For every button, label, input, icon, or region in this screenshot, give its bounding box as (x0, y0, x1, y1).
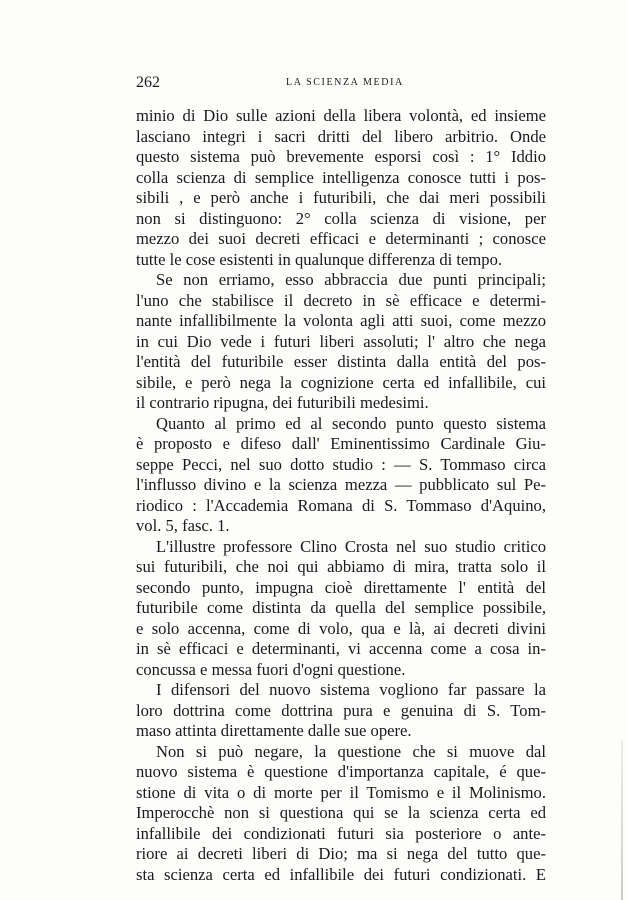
text-line: tutte le cose esistenti in qualunque differenza di tempo. (136, 249, 503, 269)
text-line: l'uno che stabilisce il decreto in sè efficace e determi- (136, 290, 546, 310)
text-line: l'influsso divino e la scienza mezza — pubblicato sul Pe- (136, 475, 546, 494)
paragraph-start-line: I difensori del nuovo sistema vogliono far passare la (156, 680, 546, 699)
paragraph-start-line: Se non erriamo, esso abbraccia due punti principali; (156, 270, 546, 289)
text-line: loro dottrina come dottrina pura e genuina di S. Tom- (136, 700, 546, 720)
text-line: è proposto e difeso dall' Eminentissimo Cardinale Giu- (136, 434, 546, 453)
running-head: LA SCIENZA MEDIA (286, 77, 404, 88)
text-line: sibili , e però anche i futuribili, che dai meri possibili (136, 188, 546, 207)
text-line: mezzo dei suoi decreti efficaci e determinanti ; conosce (136, 229, 546, 248)
text-line: sui futuribili, che noi qui abbiamo di mira, tratta solo il (136, 557, 546, 576)
text-line: stione di vita o di morte per il Tomismo e il Molinismo. (136, 782, 546, 802)
page-number: 262 (136, 74, 160, 91)
text-line: futuribile come distinta da quella del semplice possibile, (136, 598, 546, 617)
text-line: concussa e messa fuori d'ogni questione. (136, 659, 406, 679)
paragraph-start-line: L'illustre professore Clino Crosta nel suo studio critico (156, 536, 546, 556)
text-line: e solo accenna, come di volo, qua e là, ai decreti divini (136, 618, 546, 638)
page-header (136, 74, 546, 94)
text-line: l'entità del futuribile esser distinta dalla entità del pos- (136, 352, 546, 371)
text-line: non si distinguono: 2° colla scienza di visione, per (136, 208, 546, 228)
text-line: nante infallibilmente la volonta agli atti suoi, come mezzo (136, 311, 546, 330)
text-line: minio di Dio sulle azioni della libera volontà, ed insieme (136, 106, 546, 125)
text-line: in cui Dio vede i futuri liberi assoluti; l' altro che nega (136, 331, 546, 351)
text-line: lasciano integri i sacri dritti del libero arbitrio. Onde (136, 126, 546, 146)
text-line: Imperocchè non si questiona qui se la scienza certa ed (136, 803, 546, 822)
paragraph-start-line: Quanto al primo ed al secondo punto questo sistema (156, 413, 546, 433)
text-line: maso attinta direttamente dalle sue opere. (136, 721, 412, 740)
text-line: il contrario ripugna, dei futuribili medesimi. (136, 393, 429, 412)
text-line: in sè efficaci e determinanti, vi accenna come a cosa in- (136, 639, 546, 658)
text-line: riodico : l'Accademia Romana di S. Tommaso d'Aquino, (136, 495, 546, 515)
text-line: vol. 5, fasc. 1. (136, 516, 230, 535)
text-line: nuovo sistema è questione d'importanza capitale, é que- (136, 762, 546, 781)
text-line: riore ai decreti liberi di Dio; ma si nega del tutto que- (136, 844, 546, 863)
text-line: sta scienza certa ed infallibile dei futuri condizionati. E (136, 864, 546, 884)
body-text (136, 106, 546, 885)
text-line: secondo punto, impugna cioè direttamente l' entità del (136, 577, 546, 597)
page-edge-shadow (621, 740, 623, 900)
text-line: infallibile dei condizionati futuri sia posteriore o ante- (136, 823, 546, 843)
text-line: colla scienza di semplice intelligenza conosce tutti i pos- (136, 167, 546, 187)
text-line: questo sistema può brevemente esporsi così : 1° Iddio (136, 147, 546, 166)
text-line: sibile, e però nega la cognizione certa ed infallibile, cui (136, 372, 546, 392)
text-line: seppe Pecci, nel suo dotto studio : — S. Tommaso circa (136, 454, 546, 474)
paragraph-start-line: Non si può negare, la questione che si muove dal (156, 741, 546, 761)
